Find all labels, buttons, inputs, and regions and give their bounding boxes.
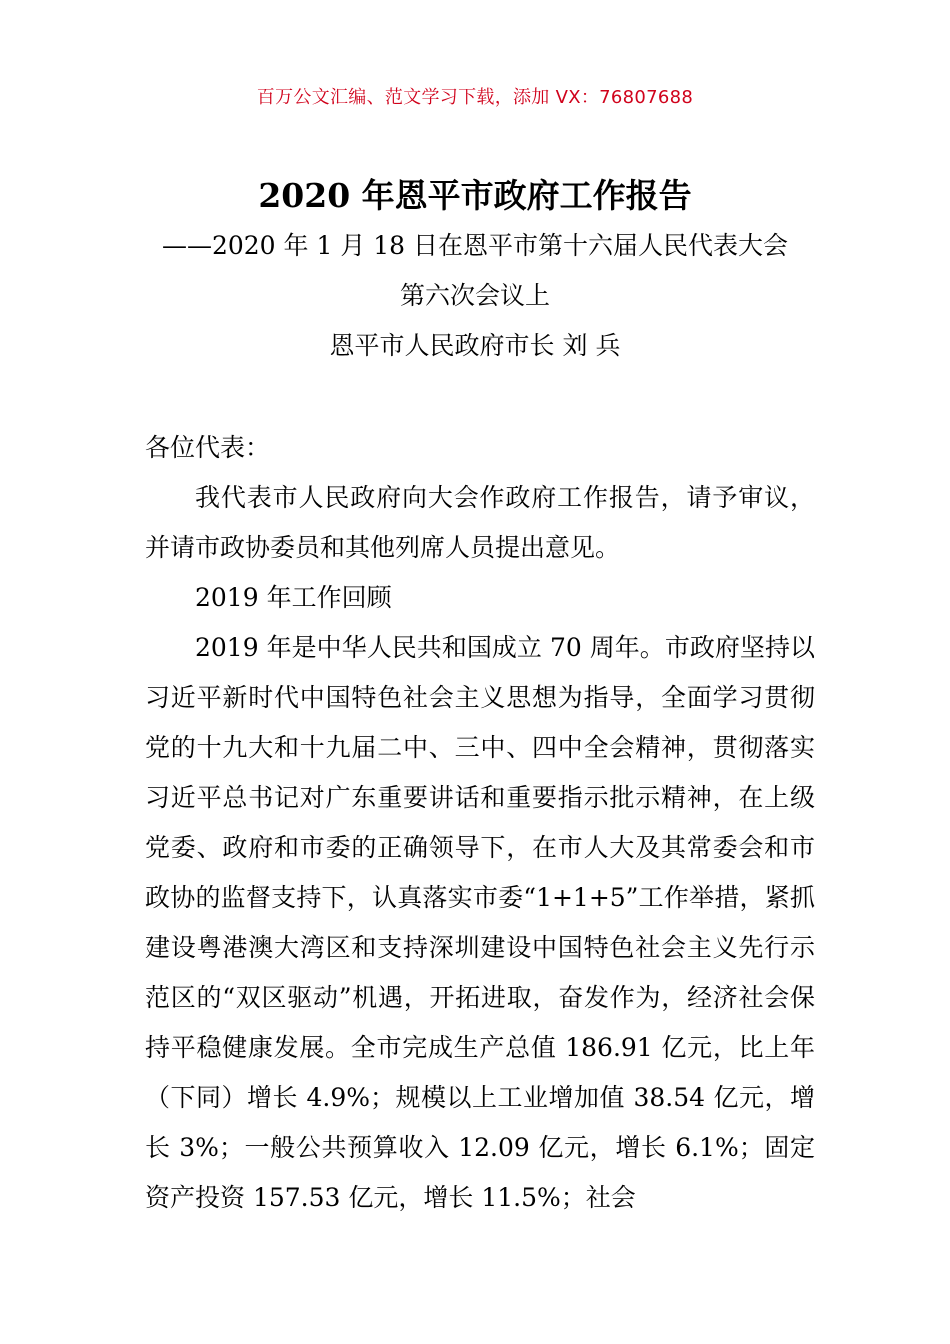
subtitle-meeting-line: ——2020 年 1 月 18 日在恩平市第十六届人民代表大会 [161, 231, 789, 260]
document-title: 2020 年恩平市政府工作报告 [258, 176, 692, 215]
subtitle-session-line: 第六次会议上 [399, 281, 550, 310]
document-author: 恩平市人民政府市长 刘 兵 [329, 331, 621, 360]
document-body [145, 423, 815, 1223]
review-paragraph: 2019 年是中华人民共和国成立 70 周年。市政府坚持以习近平新时代中国特色社会主义思想为指导，全面学习贯彻党的十九大和十九届二中、三中、四中全会精神，贯彻落实习近平总书记对广东重要讲话和重要指示批示精神，在上级党委、政府和市委的正确领导下，在市人大及其常委会和市政协的监督支持下，认真落实市委“1+1+5”工作举措，紧抓建设粤港澳大湾区和支持深圳建设中国特色社会主义先行示范区的“双区驱动”机遇，开拓进取，奋发作为，经济社会保持平稳健康发展。全市完成生产总值 186.91 亿元，比上年（下同）增长 4.9%；规模以上工业增加值 38.54 亿元，增长 3%；一般公共预算收入 12.09 亿元，增长 6.1%；固定资产投资 157.53 亿元，增长 11.5%；社会 [145, 633, 815, 1212]
section-heading: 2019 年工作回顾 [195, 583, 392, 612]
intro-paragraph: 我代表市人民政府向大会作政府工作报告，请予审议，并请市政协委员和其他列席人员提出意见。 [145, 483, 815, 562]
salutation: 各位代表： [145, 433, 271, 462]
header-note: 百万公文汇编、范文学习下载，添加 VX：76807688 [256, 87, 694, 108]
